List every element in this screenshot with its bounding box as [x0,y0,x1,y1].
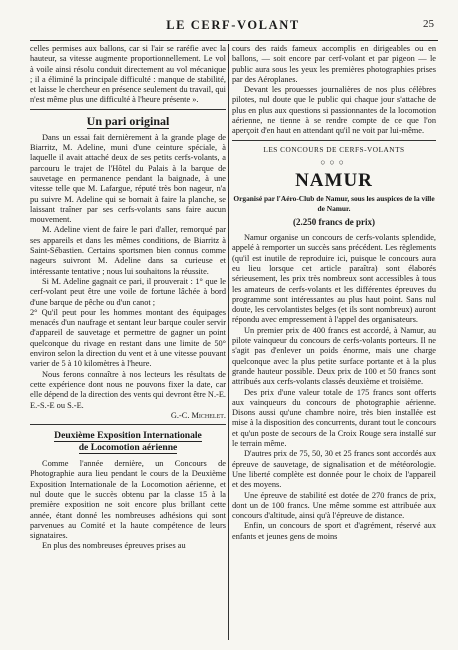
paragraph: Nous ferons connaître à nos lecteurs les résultats de cette expérience dont nous ne pouvons fixer la date, car elle dépend de la direction des vents qui devront être N.-E. E.-S.-E ou S.-E. [30,369,226,410]
paragraph: En plus des nombreuses épreuves prises au [42,541,186,551]
ornament-circles-icon: ○○○ [320,156,348,167]
exposition-title-line1: Deuxième Exposition Internationale [54,430,202,442]
section-heading: LES CONCOURS DE CERFS-VOLANTS [263,144,405,154]
column-divider [228,44,229,640]
paragraph: Comme l'année dernière, un Concours de Photographie aura lieu pendant le cours de la Deuxième Exposition Internationale de la Locomotion aérienne, et nul doute que le succès obtenu par la classe 15 à la première exposition ne soit encore plus brillant cette année, étant donné les nombreuses adhésions qui sont parvenues au Comité et la haute compétence de leurs signataires. [30,459,226,541]
running-title: LE CERF-VOLANT [166,18,300,32]
paragraph: Enfin, un concours de sport et d'agrément, réservé aux enfants et jeunes gens de moins [232,521,436,541]
paragraph: Un premier prix de 400 francs est accordé, à Namur, au pilote vainqueur du concours de cerfs-volants porteurs. Il ne s'agit pas d'enlever un poids énorme, mais une charge quelconque avec la plus petite surface portante et à la plus grande hauteur possible. Deux prix de 100 et 50 francs sont attribués aux cerfs-volants classés deuxième et troisième. [232,325,436,387]
page-number: 25 [423,18,434,30]
paragraph: D'autres prix de 75, 50, 30 et 25 francs sont accordés aux épreuve de sauvetage, de signalisation et de météorologie. Une liberté complète est donnée pour le choix de l'appareil et des moyens. [232,449,436,490]
exposition-title [30,430,226,453]
paragraph: Des prix d'une valeur totale de 175 francs sont offerts aux vainqueurs du concours de photographie aérienne. Disons aussi qu'une chambre noire, très bien installée est mise à la disposition des concurrents, durant tout le concours et qu'un poste de secours de la Croix Rouge sera installé sur le terrain même. [232,387,436,449]
right-top-paragraph: cours des raids fameux accomplis en dirigeables ou en ballons, — soit encore par cerf-volant et par pigeon — le public aura sous les yeux les premières photographies prises par des Aéroplanes. [232,44,436,84]
page-header [30,18,436,34]
section-divider [30,424,226,425]
namur-title: NAMUR [295,170,373,192]
header-rule [30,40,438,41]
paragraph: Une épreuve de stabilité est dotée de 270 francs de prix, dont un de 100 francs. Une même somme est attribuée aux concours d'altitude, ainsi qu'à l'épreuve de distance. [232,490,436,521]
paragraph: M. Adeline vient de faire le pari d'aller, remorqué par ses appareils et dans les mêmes conditions, de Biarritz à Saint-Sébastien. Certains sportsmen bien connus comme nageurs suivront M. Adeline dans sa curieuse et intéressante tentative ; nous lui souhaitons la réussite. [30,225,226,276]
paragraph: Dans un essai fait dernièrement à la grande plage de Biarritz, M. Adeline, muni d'une ceinture spéciale, à laquelle il avait attaché deux de ses petits cerfs-volants, a parcouru le trajet de l'Hôtel du Palais à la barque de sauvetage en permanence pendant la baignade, à une vitesse telle que M. Lafargue, réputé très bon nageur, n'a pu suivre M. Adeline qui se bornait à faire la planche, se laissant traîner par ses cerfs-volants sans faire aucun mouvement. [30,132,226,225]
article-title [30,114,226,128]
section-divider [232,140,436,141]
author-signature: G.-C. Michelet. [170,410,226,420]
right-column [232,44,436,640]
left-top-paragraph: celles permises aux ballons, car si l'air se raréfie avec la hauteur, sa vitesse augmente proportionnellement. Le vol à voile ainsi résolu conduit directement au vol mécanique ; il a éliminé la principale difficulté : manque de stabilité, et laisse le chercheur en présence seulement du travail, qui n'est même plus une difficulté à l'heure présente ». [30,44,226,105]
left-column [30,44,226,640]
paragraph: Si M. Adeline gagnait ce pari, il prouverait : 1° que le cerf-volant peut être une voile de fortune lâchée à bord d'une barque de pêche ou d'un canot ; 2° Qu'il peut pour les hommes montant des équipages menacés d'un naufrage et sentant leur barque couler servir d'appareil de sauvetage et permettre de gagner un point quelconque du rivage en restant dans une limite de 50° environ selon la direction du vent et à une vitesse pouvant varier de 5 à 10 kilomètres à l'heure. [30,276,226,369]
paragraph: Devant les prouesses journalières de nos plus célèbres pilotes, nul doute que le public qui chaque jour s'attache de plus en plus aux questions si passionnantes de la locomotion aérienne, ne tienne à se rendre compte de ce que l'on aperçoit d'en haut en attendant qu'il ne voit par lui-même. [232,85,436,136]
section-divider [30,109,226,110]
prize-total: (2.250 francs de prix) [293,217,375,228]
article-title-text: Un pari original [86,113,170,128]
paragraph: Namur organise un concours de cerfs-volants splendide, appelé à remporter un succès sans précédent. Les règlements (qu'il est inutile de reproduire ici, puisque le concours aura eu lieu lorsque cet article paraîtra) sont élaborés sérieusement, les prix très nombreux sont accessibles à tous les amateurs de cerfs-volants et les différentes épreuves du programme sont intéressantes au plus haut point. Sans nul doute, les cervolantistes belges (et ils sont nombreux) auront répondu avec empressement à l'appel des organisateurs. [232,233,436,325]
exposition-title-line2: de Locomotion aérienne [78,441,178,453]
organiser-note: Organisé par l'Aéro-Club de Namur, sous les auspices de la ville de Namur. [233,194,435,213]
